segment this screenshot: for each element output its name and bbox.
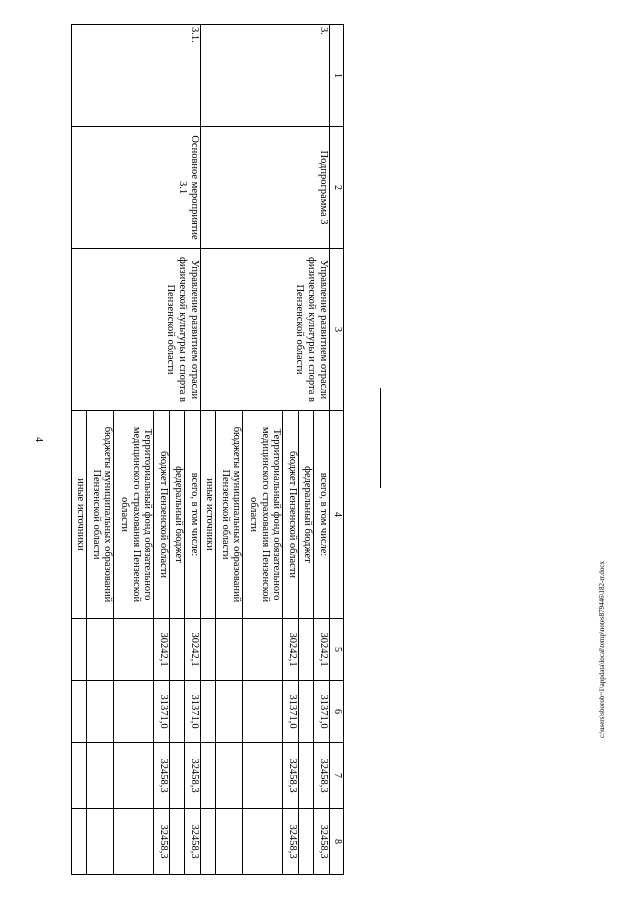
funding-source-cell: бюджеты муниципальных образований Пензенской области — [87, 411, 114, 619]
value-cell-c7 — [114, 743, 154, 809]
executor-cell: Управление развитием отрасли физической культуры и спорта в Пензенской области — [201, 249, 330, 411]
value-cell-c6 — [114, 681, 154, 743]
value-cell-c8 — [114, 809, 154, 875]
value-cell-c7 — [216, 743, 243, 809]
value-cell-c5: 30242,1 — [185, 619, 201, 681]
header-cell-1: 1 — [330, 25, 344, 127]
funding-source-cell: федеральный бюджет — [170, 411, 186, 619]
header-cell-4: 4 — [330, 411, 344, 619]
budget-table — [71, 24, 344, 875]
value-cell-c7 — [87, 743, 114, 809]
value-cell-c7 — [170, 743, 186, 809]
value-cell-c6 — [72, 681, 88, 743]
value-cell-c7 — [299, 743, 315, 809]
header-cell-8: 8 — [330, 809, 344, 875]
footer-file-path: c:\users\sborob~1\appdata\local\temp\notes879446\182-rr.docx — [598, 561, 606, 738]
value-cell-c8 — [87, 809, 114, 875]
value-cell-c8 — [216, 809, 243, 875]
page-number: 4 — [33, 437, 44, 442]
group-name-cell: Основное мероприятие 3.1 — [72, 127, 201, 249]
group-number-cell: 3.1. — [72, 25, 201, 127]
value-cell-c8 — [201, 809, 217, 875]
funding-source-cell: всего, в том числе: — [314, 411, 330, 619]
value-cell-c5 — [170, 619, 186, 681]
value-cell-c5 — [216, 619, 243, 681]
funding-source-cell: бюджет Пензенской области — [154, 411, 170, 619]
funding-source-cell: Территориальный фонд обязательного медицинского страхования Пензенской области — [114, 411, 154, 619]
separator-line — [380, 388, 381, 488]
value-cell-c5: 30242,1 — [314, 619, 330, 681]
funding-source-cell: федеральный бюджет — [299, 411, 315, 619]
value-cell-c6 — [299, 681, 315, 743]
value-cell-c5 — [114, 619, 154, 681]
value-cell-c5: 30242,1 — [154, 619, 170, 681]
value-cell-c5 — [299, 619, 315, 681]
header-cell-3: 3 — [330, 249, 344, 411]
value-cell-c7: 32458,3 — [154, 743, 170, 809]
value-cell-c6: 31371,0 — [185, 681, 201, 743]
value-cell-c7 — [201, 743, 217, 809]
header-row — [330, 25, 344, 875]
value-cell-c6 — [87, 681, 114, 743]
value-cell-c7: 32458,3 — [185, 743, 201, 809]
value-cell-c5: 30242,1 — [283, 619, 299, 681]
value-cell-c8: 32458,3 — [283, 809, 299, 875]
value-cell-c6: 31371,0 — [154, 681, 170, 743]
table-row — [314, 25, 330, 875]
group-number-cell: 3. — [201, 25, 330, 127]
value-cell-c8 — [243, 809, 283, 875]
value-cell-c6: 31371,0 — [283, 681, 299, 743]
header-cell-7: 7 — [330, 743, 344, 809]
header-cell-2: 2 — [330, 127, 344, 249]
value-cell-c6 — [243, 681, 283, 743]
value-cell-c6 — [216, 681, 243, 743]
value-cell-c7 — [72, 743, 88, 809]
value-cell-c5 — [243, 619, 283, 681]
header-cell-5: 5 — [330, 619, 344, 681]
funding-source-cell: бюджет Пензенской области — [283, 411, 299, 619]
value-cell-c5 — [72, 619, 88, 681]
value-cell-c6 — [201, 681, 217, 743]
value-cell-c6: 31371,0 — [314, 681, 330, 743]
value-cell-c7: 32458,3 — [283, 743, 299, 809]
funding-source-cell: всего, в том числе: — [185, 411, 201, 619]
value-cell-c8: 32458,3 — [154, 809, 170, 875]
value-cell-c8 — [170, 809, 186, 875]
header-cell-6: 6 — [330, 681, 344, 743]
value-cell-c7 — [243, 743, 283, 809]
group-name-cell: Подпрограмма 3 — [201, 127, 330, 249]
value-cell-c8 — [299, 809, 315, 875]
funding-source-cell: иные источники — [201, 411, 217, 619]
value-cell-c6 — [170, 681, 186, 743]
rotated-table-container — [75, 24, 344, 874]
funding-source-cell: бюджеты муниципальных образований Пензенской области — [216, 411, 243, 619]
value-cell-c8 — [72, 809, 88, 875]
value-cell-c7: 32458,3 — [314, 743, 330, 809]
value-cell-c5 — [87, 619, 114, 681]
table-row — [185, 25, 201, 875]
value-cell-c5 — [201, 619, 217, 681]
value-cell-c8: 32458,3 — [314, 809, 330, 875]
funding-source-cell: Территориальный фонд обязательного медицинского страхования Пензенской области — [243, 411, 283, 619]
funding-source-cell: иные источники — [72, 411, 88, 619]
table-body — [72, 25, 344, 875]
value-cell-c8: 32458,3 — [185, 809, 201, 875]
executor-cell: Управление развитием отрасли физической культуры и спорта в Пензенской области — [72, 249, 201, 411]
